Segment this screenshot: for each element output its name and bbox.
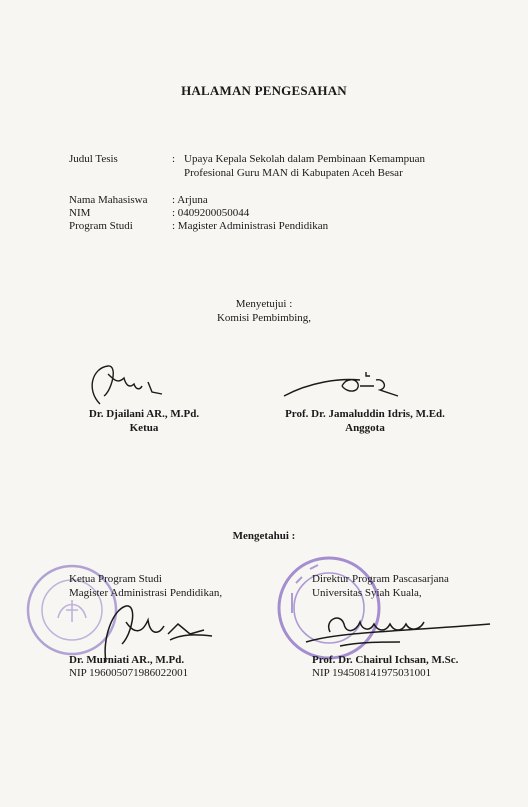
nim-value: : 0409200050044 <box>172 207 250 219</box>
anggota-name: Prof. Dr. Jamaluddin Idris, M.Ed. <box>285 408 445 420</box>
acknowledgement-heading: Mengetahui : <box>232 530 296 542</box>
nama-value: : Arjuna <box>172 194 208 206</box>
ketua-role: Ketua <box>129 422 159 434</box>
judul-label: Judul Tesis <box>69 153 118 165</box>
left-official-nip: NIP 196005071986022001 <box>69 667 189 679</box>
judul-value-line2: Profesional Guru MAN di Kabupaten Aceh Besar <box>184 167 403 179</box>
prodi-value: : Magister Administrasi Pendidikan <box>172 220 329 232</box>
ketua-signature <box>78 360 168 410</box>
judul-colon: : <box>172 153 176 165</box>
prodi-label: Program Studi <box>69 220 133 232</box>
nim-label: NIM <box>69 207 91 219</box>
left-official-title2: Magister Administrasi Pendidikan, <box>69 587 223 599</box>
left-official-title1: Ketua Program Studi <box>69 573 162 585</box>
approval-line2: Komisi Pembimbing, <box>216 312 312 324</box>
left-official-name: Dr. Murniati AR., M.Pd. <box>69 654 185 666</box>
anggota-role: Anggota <box>345 422 385 434</box>
approval-line1: Menyetujui : <box>235 298 293 310</box>
right-official-title2: Universitas Syiah Kuala, <box>312 587 422 599</box>
right-official-name: Prof. Dr. Chairul Ichsan, M.Sc. <box>312 654 459 666</box>
right-official-signature <box>300 602 500 652</box>
right-official-nip: NIP 194508141975031001 <box>312 667 432 679</box>
judul-value-line1: Upaya Kepala Sekolah dalam Pembinaan Kemampuan <box>184 153 426 165</box>
right-official-title1: Direktur Program Pascasarjana <box>312 573 449 585</box>
anggota-signature <box>280 366 410 406</box>
page-title: HALAMAN PENGESAHAN <box>181 83 347 98</box>
ketua-name: Dr. Djailani AR., M.Pd. <box>88 408 200 420</box>
nama-label: Nama Mahasiswa <box>69 194 148 206</box>
